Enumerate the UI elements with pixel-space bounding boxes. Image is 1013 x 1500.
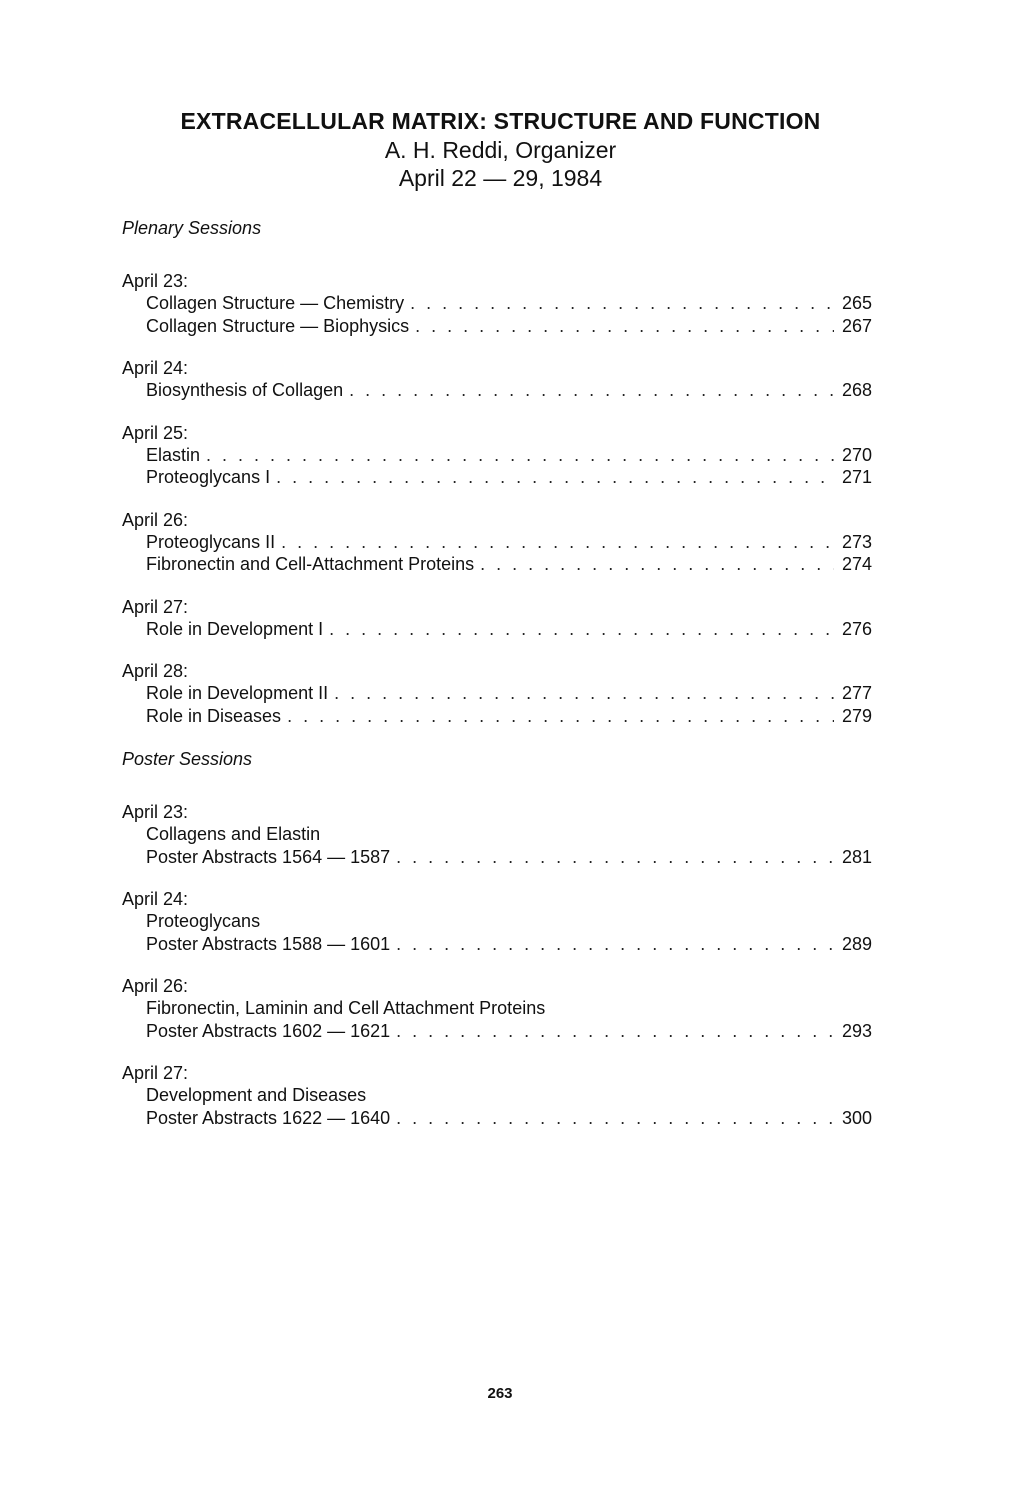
- session-date: April 26:: [122, 509, 189, 530]
- entry-label: Role in Development I: [146, 618, 324, 639]
- toc-entry: [122, 933, 880, 956]
- entry-label: Poster Abstracts 1564 — 1587: [146, 846, 391, 867]
- date-range: April 22 — 29, 1984: [398, 165, 603, 191]
- dot-leader: [396, 846, 834, 869]
- entry-label: Poster Abstracts 1622 — 1640: [146, 1107, 391, 1128]
- session-group: [122, 975, 880, 1042]
- toc-entry: [122, 379, 880, 402]
- entry-label: Poster Abstracts 1588 — 1601: [146, 933, 391, 954]
- entry-page-number: 273: [842, 531, 873, 552]
- entry-page-number: 268: [842, 380, 873, 400]
- dot-leader: [206, 444, 834, 467]
- session-group: [122, 422, 880, 489]
- dot-leader: [281, 531, 834, 554]
- session-date: April 23:: [122, 271, 189, 291]
- page-header: [0, 106, 1013, 192]
- organizer-line: A. H. Reddi, Organizer: [384, 137, 617, 163]
- entry-label: Fibronectin and Cell-Attachment Proteins: [146, 554, 475, 574]
- entry-page-number: 276: [842, 618, 873, 639]
- entry-page-number: 279: [842, 705, 873, 726]
- toc-entry: [122, 1107, 880, 1130]
- entry-page-number: 265: [842, 293, 873, 313]
- session-topic: Proteoglycans: [146, 911, 261, 931]
- session-group: [122, 509, 880, 576]
- session-date: April 27:: [122, 1063, 189, 1083]
- dot-leader: [396, 1107, 834, 1130]
- session-date: April 24:: [122, 889, 189, 909]
- toc-entry: [122, 292, 880, 315]
- entry-label: Proteoglycans I: [146, 467, 271, 487]
- session-topic: Collagens and Elastin: [146, 824, 321, 844]
- dot-leader: [276, 466, 834, 489]
- session-topic: Fibronectin, Laminin and Cell Attachment Proteins: [146, 998, 546, 1018]
- entry-page-number: 277: [842, 683, 873, 703]
- session-date: April 25:: [122, 422, 189, 443]
- session-group: [122, 660, 880, 727]
- entry-page-number: 267: [842, 315, 873, 336]
- entry-label: Poster Abstracts 1602 — 1621: [146, 1020, 391, 1041]
- entry-label: Elastin: [146, 444, 201, 465]
- entry-page-number: 289: [842, 933, 873, 954]
- toc-entry: [122, 444, 880, 467]
- page-title: EXTRACELLULAR MATRIX: STRUCTURE AND FUNCTION: [180, 108, 821, 134]
- entry-page-number: 271: [842, 467, 873, 487]
- dot-leader: [396, 933, 834, 956]
- toc-entry: [122, 1020, 880, 1043]
- entry-label: Biosynthesis of Collagen: [146, 380, 344, 400]
- entry-page-number: 281: [842, 846, 873, 867]
- dot-leader: [349, 379, 834, 402]
- session-group: [122, 270, 880, 337]
- toc-entry: [122, 315, 880, 338]
- poster-sessions-heading: Poster Sessions: [122, 749, 253, 769]
- session-group: [122, 888, 880, 955]
- dot-leader: [329, 618, 834, 641]
- session-group: [122, 801, 880, 868]
- entry-page-number: 300: [842, 1107, 873, 1128]
- entry-label: Role in Diseases: [146, 705, 282, 726]
- session-group: [122, 596, 880, 641]
- toc-entry: [122, 682, 880, 705]
- session-group: [122, 1062, 880, 1129]
- session-topic: Development and Diseases: [146, 1085, 367, 1105]
- toc-entry: [122, 553, 880, 576]
- dot-leader: [334, 682, 834, 705]
- dot-leader: [480, 553, 834, 576]
- dot-leader: [396, 1020, 834, 1043]
- entry-label: Proteoglycans II: [146, 531, 276, 552]
- plenary-sessions-heading: Plenary Sessions: [122, 218, 262, 238]
- entry-page-number: 293: [842, 1020, 873, 1041]
- toc-entry: [122, 531, 880, 554]
- entry-page-number: 270: [842, 444, 873, 465]
- session-date: April 23:: [122, 802, 189, 822]
- dot-leader: [410, 292, 834, 315]
- entry-label: Role in Development II: [146, 683, 329, 703]
- dot-leader: [415, 315, 834, 338]
- session-group: [122, 357, 880, 402]
- entry-label: Collagen Structure — Biophysics: [146, 315, 410, 336]
- toc-entry: [122, 705, 880, 728]
- session-date: April 28:: [122, 661, 189, 681]
- session-date: April 24:: [122, 358, 189, 378]
- toc-entry: [122, 466, 880, 489]
- dot-leader: [287, 705, 834, 728]
- toc-entry: [122, 846, 880, 869]
- session-date: April 26:: [122, 976, 189, 996]
- page-number: 263: [487, 1385, 513, 1402]
- table-of-contents: [122, 216, 880, 1149]
- entry-label: Collagen Structure — Chemistry: [146, 293, 405, 313]
- session-date: April 27:: [122, 596, 189, 617]
- entry-page-number: 274: [842, 554, 873, 574]
- toc-entry: [122, 618, 880, 641]
